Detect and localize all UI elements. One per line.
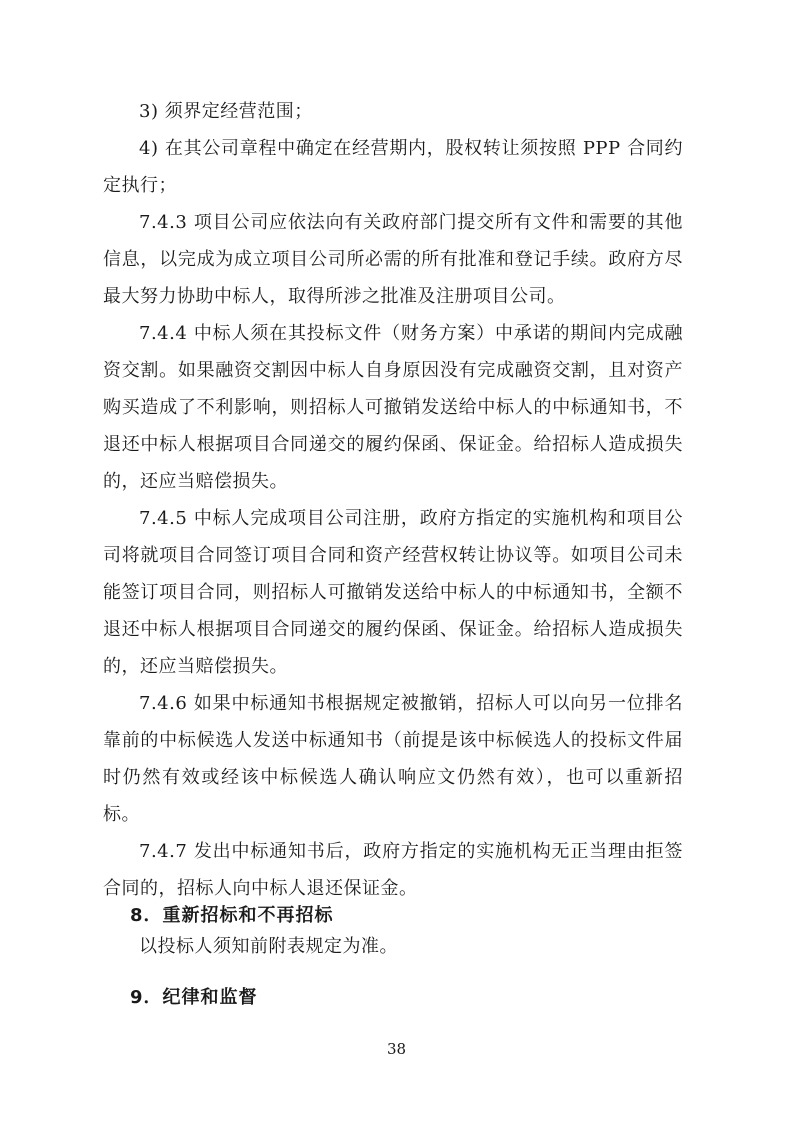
page-number: 38 bbox=[386, 1040, 407, 1058]
paragraph-7-4-4: 7.4.4 中标人须在其投标文件（财务方案）中承诺的期间内完成融资交割。如果融资交割因中标人自身原因没有完成融资交割，且对资产购买造成了不利影响，则招标人可撤销发送给中标人的中标通知书，不退还中标人根据项目合同递交的履约保函、保证金。给招标人造成损失的，还应当赔偿损失。 bbox=[103, 323, 683, 492]
paragraph-7-4-5: 7.4.5 中标人完成项目公司注册，政府方指定的实施机构和项目公司将就项目合同签订项目合同和资产经营权转让协议等。如项目公司未能签订项目合同，则招标人可撤销发送给中标人的中标通知书，全额不退还中标人根据项目合同递交的履约保函、保证金。给招标人造成损失的，还应当赔偿损失。 bbox=[103, 508, 683, 677]
paragraph-4: 4) 在其公司章程中确定在经营期内，股权转让须按照 PPP 合同约定执行； bbox=[103, 138, 683, 196]
paragraph-7-4-3: 7.4.3 项目公司应依法向有关政府部门提交所有文件和需要的其他信息，以完成为成立项目公司所必需的所有批准和登记手续。政府方尽最大努力协助中标人，取得所涉之批准及注册项目公司。 bbox=[103, 212, 683, 307]
paragraph-3: 3) 须界定经营范围； bbox=[139, 101, 313, 122]
section-8-text: 以投标人须知前附表规定为准。 bbox=[139, 936, 398, 957]
paragraph-7-4-6: 7.4.6 如果中标通知书根据规定被撤销，招标人可以向另一位排名靠前的中标候选人发送中标通知书（前提是该中标候选人的投标文件届时仍然有效或经该中标候选人确认响应文仍然有效），也可以重新招标。 bbox=[103, 693, 683, 825]
paragraph-7-4-7: 7.4.7 发出中标通知书后，政府方指定的实施机构无正当理由拒签合同的，招标人向中标人退还保证金。 bbox=[103, 841, 683, 899]
section-8-heading: 8．重新招标和不再招标 bbox=[130, 905, 334, 926]
body-text bbox=[103, 93, 683, 907]
section-9-heading: 9．纪律和监督 bbox=[130, 987, 258, 1008]
